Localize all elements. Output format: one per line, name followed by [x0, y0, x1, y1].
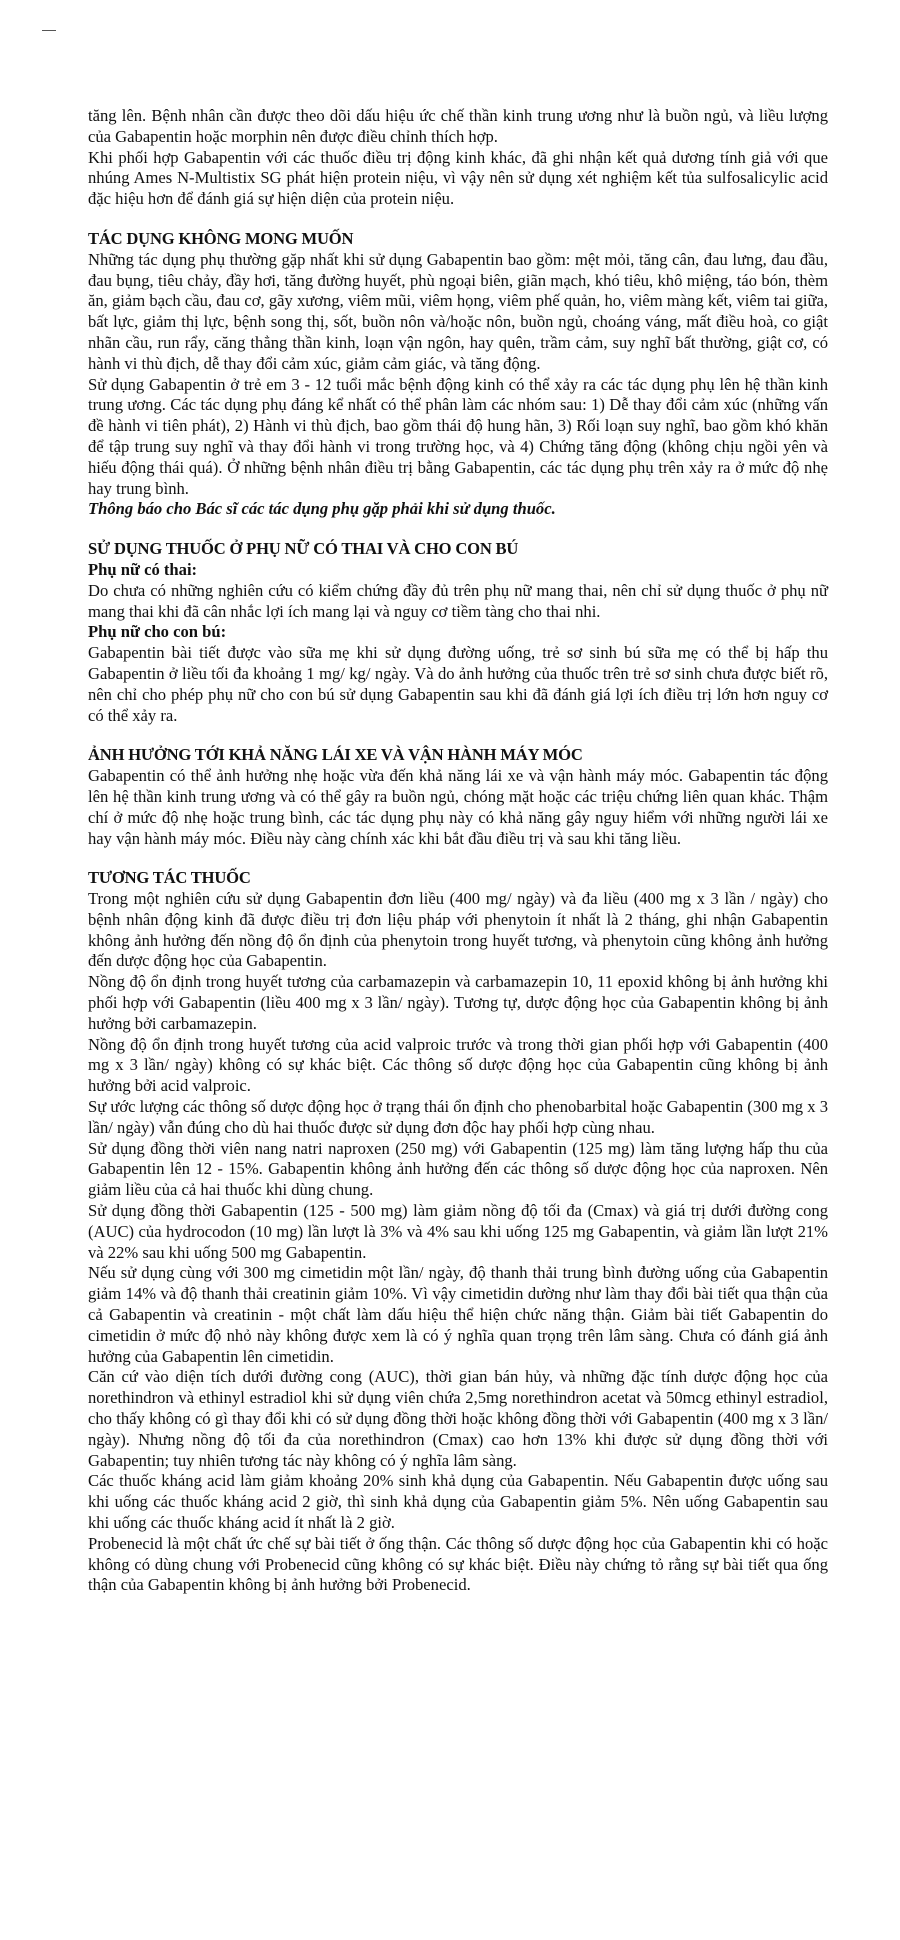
interactions-paragraph-5: Sử dụng đồng thời viên nang natri naproxen (250 mg) với Gabapentin (125 mg) làm tăng lượng hấp thu của Gabapentin lên 12 - 15%. Gabapentin không ảnh hưởng đến các thông số dược động học của naproxen. Nên giảm liều của cả hai thuốc khi dùng chung.: [88, 1138, 828, 1200]
interactions-paragraph-10: Probenecid là một chất ức chế sự bài tiết ở ống thận. Các thông số dược động học của Gabapentin khi có hoặc không có dùng chung với Probenecid cũng không có sự khác biệt. Điều này chứng tỏ rằng sự bài tiết qua ống thận của Gabapentin không bị ảnh hưởng bởi Probenecid.: [88, 1533, 828, 1595]
interactions-paragraph-3: Nồng độ ổn định trong huyết tương của acid valproic trước và trong thời gian phối hợp với Gabapentin (400 mg x 3 lần/ ngày) không có sự khác biệt. Các thông số dược động học của Gabapentin cũng không bị ảnh hưởng bởi acid valproic.: [88, 1034, 828, 1096]
driving-heading: ẢNH HƯỞNG TỚI KHẢ NĂNG LÁI XE VÀ VẬN HÀNH MÁY MÓC: [88, 745, 583, 765]
driving-paragraph: Gabapentin có thể ảnh hưởng nhẹ hoặc vừa đến khả năng lái xe và vận hành máy móc. Gabapentin tác động lên hệ thần kinh trung ương và có thể gây ra buồn ngủ, chóng mặt hoặc các triệu chứng liên quan khác. Thậm chí ở mức độ nhẹ hoặc trung bình, các tác dụng phụ này có khả năng gây nguy hiểm với những người lái xe hay vận hành máy móc. Điều này càng chính xác khi bắt đầu điều trị và sau khi tăng liều.: [88, 766, 828, 848]
nursing-paragraph: Gabapentin bài tiết được vào sữa mẹ khi sử dụng đường uống, trẻ sơ sinh bú sữa mẹ có thể bị hấp thu Gabapentin ở liều tối đa khoảng 1 mg/ kg/ ngày. Và do ảnh hưởng của thuốc trên trẻ sơ sinh chưa được biết rõ, nên chỉ cho phép phụ nữ cho con bú sử dụng Gabapentin sau khi đã đánh giá lợi ích điều trị lớn hơn nguy cơ có thể xảy ra.: [88, 643, 828, 725]
nursing-subheading: Phụ nữ cho con bú:: [88, 622, 227, 642]
interactions-paragraph-6: Sử dụng đồng thời Gabapentin (125 - 500 mg) làm giảm nồng độ tối đa (Cmax) và giá trị dưới đường cong (AUC) của hydrocodon (10 mg) lần lượt là 3% và 4% sau khi uống 125 mg Gabapentin, và giảm lần lượt 21% và 22% sau khi uống 500 mg Gabapentin.: [88, 1201, 828, 1262]
section-side-effects: [88, 229, 828, 520]
side-effects-paragraph-1: Những tác dụng phụ thường gặp nhất khi sử dụng Gabapentin bao gồm: mệt mỏi, tăng cân, đau lưng, đau đầu, đau bụng, tiêu chảy, đầy hơi, tăng đường huyết, phù ngoại biên, giãn mạch, khó tiêu, khô miệng, táo bón, thèm ăn, giảm bạch cầu, đau cơ, gãy xương, viêm mũi, viêm họng, viêm phế quản, ho, viêm màng kết, viêm tai giữa, bất lực, giảm thị lực, bệnh song thị, sốt, buồn nôn và/hoặc nôn, buồn ngủ, choáng váng, mất điều hoà, co giật nhãn cầu, run rẩy, căng thẳng thần kinh, loạn vận ngôn, hay quên, trầm cảm, suy nghĩ bất thường, giật cơ, có hành vi thù địch, dễ thay đổi cảm xúc, giảm cảm giác, và tăng động.: [88, 249, 828, 373]
side-effects-note: Thông báo cho Bác sĩ các tác dụng phụ gặp phải khi sử dụng thuốc.: [88, 499, 556, 519]
side-effects-paragraph-2: Sử dụng Gabapentin ở trẻ em 3 - 12 tuổi mắc bệnh động kinh có thể xảy ra các tác dụng phụ lên hệ thần kinh trung ương. Các tác dụng phụ đáng kể nhất có thể phân làm các nhóm sau: 1) Dễ thay đổi cảm xúc (những vấn đề hành vi tiên phát), 2) Hành vi thù địch, bao gồm thái độ hung hãn, 3) Rối loạn suy nghĩ, bao gồm khó khăn để tập trung suy nghĩ và thay đổi hành vi trong trường học, và 4) Chứng tăng động (không chịu ngồi yên và hiếu động thái quá). Ở những bệnh nhân điều trị bằng Gabapentin, các tác dụng phụ trên xảy ra ở mức độ nhẹ hay trung bình.: [88, 374, 828, 498]
pregnant-paragraph: Do chưa có những nghiên cứu có kiểm chứng đầy đủ trên phụ nữ mang thai, nên chỉ sử dụng thuốc ở phụ nữ mang thai khi đã cân nhắc lợi ích mang lại và nguy cơ tiềm tàng cho thai nhi.: [88, 580, 828, 621]
side-effects-heading: TÁC DỤNG KHÔNG MONG MUỐN: [88, 228, 354, 248]
section-pregnancy: [88, 539, 828, 726]
section-interactions: [88, 868, 828, 1596]
pregnant-subheading: Phụ nữ có thai:: [88, 559, 198, 579]
document-page: [88, 106, 828, 1596]
interactions-paragraph-1: Trong một nghiên cứu sử dụng Gabapentin đơn liều (400 mg/ ngày) và đa liều (400 mg x 3 lần / ngày) cho bệnh nhân động kinh đã được điều trị đơn liệu pháp với phenytoin ít nhất là 2 tháng, ghi nhận Gabapentin không ảnh hưởng đến nồng độ ổn định của phenytoin trong huyết tương, và phenytoin cũng không ảnh hưởng đến dược động học của Gabapentin.: [88, 889, 828, 971]
pregnancy-heading: SỬ DỤNG THUỐC Ở PHỤ NỮ CÓ THAI VÀ CHO CON BÚ: [88, 539, 519, 559]
section-driving: [88, 745, 828, 849]
scan-mark: [42, 30, 56, 31]
interactions-paragraph-9: Các thuốc kháng acid làm giảm khoảng 20% sinh khả dụng của Gabapentin. Nếu Gabapentin được uống sau khi uống các thuốc kháng acid 2 giờ, thì sinh khả dụng của Gabapentin giảm 5%. Nên uống Gabapentin sau khi uống các thuốc kháng acid ít nhất là 2 giờ.: [88, 1471, 828, 1532]
interactions-paragraph-8: Căn cứ vào diện tích dưới đường cong (AUC), thời gian bán hủy, và những đặc tính dược động học của norethindron và ethinyl estradiol khi sử dụng viên chứa 2,5mg norethindron acetat và 50mcg ethinyl estradiol, cho thấy không có gì thay đổi khi có sử dụng đồng thời hoặc không đồng thời với Gabapentin (400 mg x 3 lần/ ngày). Nhưng nồng độ tối đa của norethindron (Cmax) cao hơn 13% khi được sử dụng đồng thời với Gabapentin; tuy nhiên tương tác này không có ý nghĩa lâm sàng.: [88, 1367, 828, 1470]
interactions-paragraph-2: Nồng độ ổn định trong huyết tương của carbamazepin và carbamazepin 10, 11 epoxid không bị ảnh hưởng khi phối hợp với Gabapentin (liều 400 mg x 3 lần/ ngày). Tương tự, dược động học của Gabapentin không bị ảnh hưởng bởi carbamazepin.: [88, 972, 828, 1033]
interactions-paragraph-7: Nếu sử dụng cùng với 300 mg cimetidin một lần/ ngày, độ thanh thải trung bình đường uống của Gabapentin giảm 14% và độ thanh thải creatinin giảm 10%. Vì vậy cimetidin dường như làm thay đổi bài tiết qua thận của cả Gabapentin và creatinin - một chất làm dấu hiệu thể hiện chức năng thận. Giảm bài tiết Gabapentin do cimetidin ở mức độ nhỏ này không được xem là có ý nghĩa quan trọng trên lâm sàng. Chưa có đánh giá ảnh hưởng của Gabapentin lên cimetidin.: [88, 1263, 828, 1366]
intro-paragraph-1: tăng lên. Bệnh nhân cần được theo dõi dấu hiệu ức chế thần kinh trung ương như là buồn ngủ, và liều lượng của Gabapentin hoặc morphin nên được điều chỉnh thích hợp.: [88, 106, 828, 146]
interactions-heading: TƯƠNG TÁC THUỐC: [88, 868, 251, 888]
interactions-paragraph-4: Sự ước lượng các thông số dược động học ở trạng thái ổn định cho phenobarbital hoặc Gabapentin (300 mg x 3 lần/ ngày) vẫn đúng cho dù hai thuốc được sử dụng đơn độc hay phối hợp cùng nhau.: [88, 1097, 828, 1137]
intro-paragraph-2: Khi phối hợp Gabapentin với các thuốc điều trị động kinh khác, đã ghi nhận kết quả dương tính giả với que nhúng Ames N-Multistix SG phát hiện protein niệu, vì vậy nên sử dụng xét nghiệm kết tủa sulfosalicylic acid đặc hiệu hơn để đánh giá sự hiện diện của protein niệu.: [88, 147, 828, 209]
